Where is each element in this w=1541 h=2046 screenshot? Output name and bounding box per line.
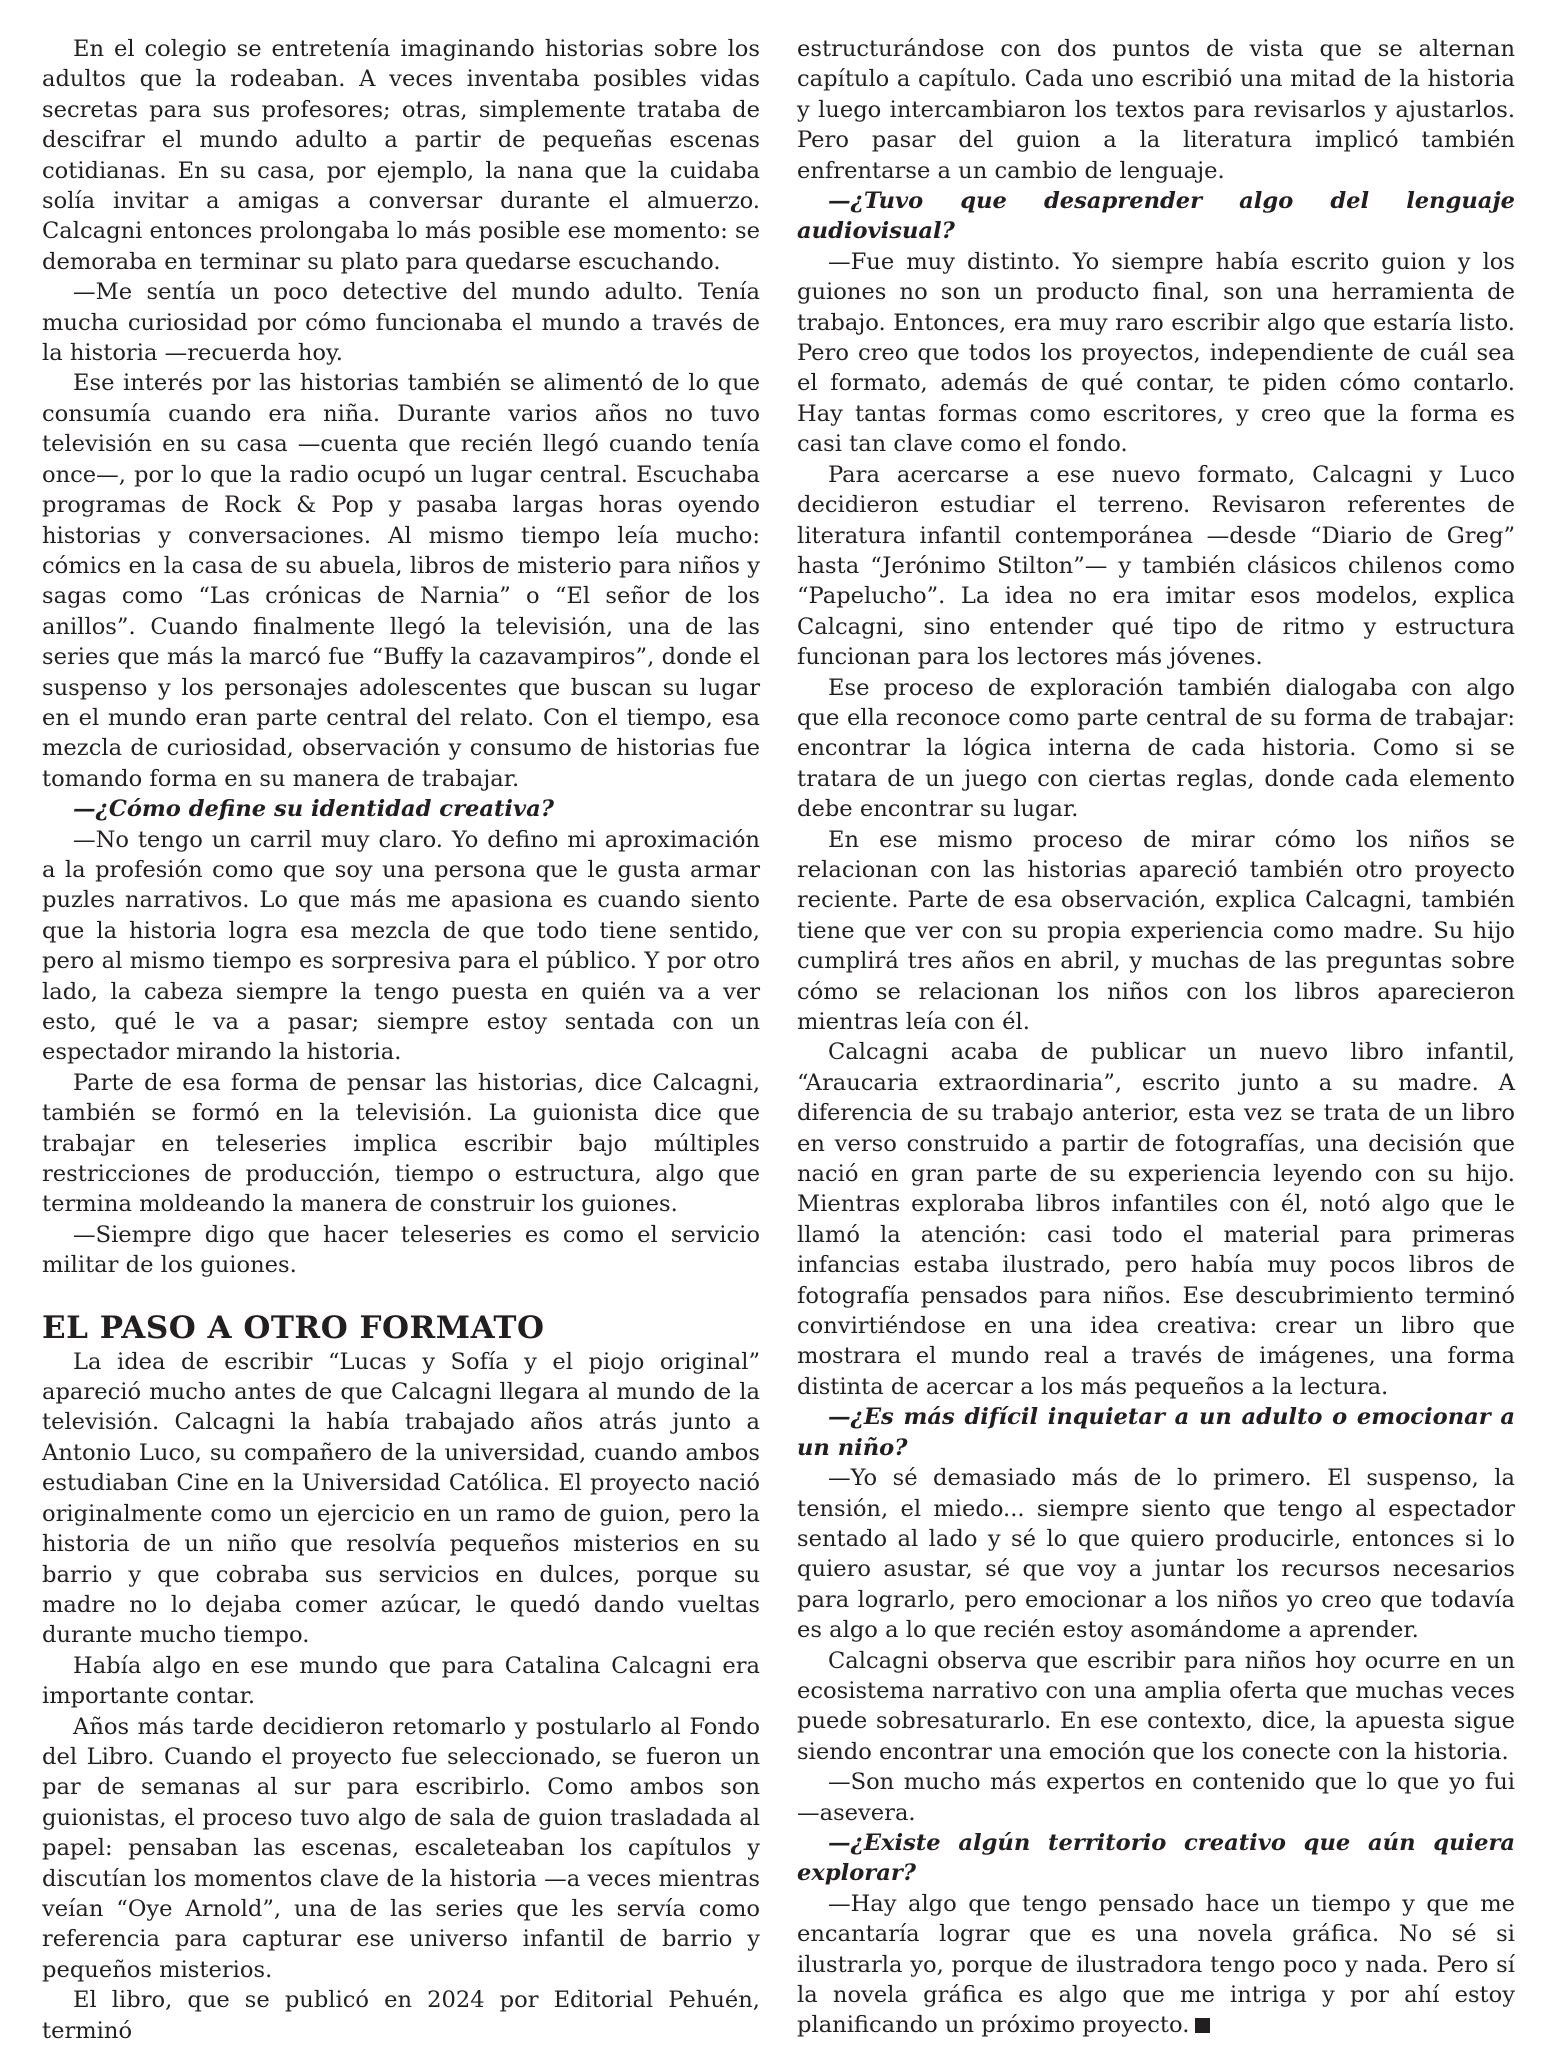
interview-question: —¿Es más difícil inquietar a un adulto o emocionar a un niño? <box>797 1404 1515 1461</box>
left-column <box>42 34 760 2046</box>
paragraph: El libro, que se publicó en 2024 por Editorial Pehuén, terminó <box>42 1987 760 2044</box>
paragraph: Años más tarde decidieron retomarlo y postularlo al Fondo del Libro. Cuando el proyecto fue seleccionado, se fueron un par de semanas al sur para escribirlo. Como ambos son guionistas, el proceso tuvo algo de sala de guion trasladada al papel: pensaban las escenas, escaleteaban los capítulos y discutían los momentos clave de la historia —a veces mientras veían “Oye Arnold”, una de las series que les servía como referencia para capturar ese universo infantil de barrio y pequeños misterios. <box>42 1713 760 1983</box>
final-paragraph <box>797 1889 1515 2041</box>
interview-question: —¿Tuvo que desaprender algo del lenguaje audiovisual? <box>797 188 1515 245</box>
paragraph: Parte de esa forma de pensar las historias, dice Calcagni, también se formó en la televisión. La guionista dice que trabajar en teleseries implica escribir bajo múltiples restricciones de producción, tiempo o estructura, algo que termina moldeando la manera de construir los guiones. <box>42 1069 760 1218</box>
paragraph: En el colegio se entretenía imaginando historias sobre los adultos que la rodeaban. A veces inventaba posibles vidas secretas para sus profesores; otras, simplemente trataba de descifrar el mundo adulto a partir de pequeñas escenas cotidianas. En su casa, por ejemplo, la nana que la cuidaba solía invitar a amigas a conversar durante el almuerzo. Calcagni entonces prolongaba lo más posible ese momento: se demoraba en terminar su plato para quedarse escuchando. <box>42 36 760 275</box>
end-mark-square-icon <box>1195 2018 1210 2033</box>
paragraph: —Son mucho más expertos en contenido que lo que yo fui —asevera. <box>797 1769 1515 1826</box>
right-column <box>797 34 1515 2041</box>
paragraph: —Me sentía un poco detective del mundo adulto. Tenía mucha curiosidad por cómo funcionaba el mundo a través de la historia —recuerda hoy. <box>42 279 760 367</box>
paragraph: La idea de escribir “Lucas y Sofía y el piojo original” apareció mucho antes de que Calcagni llegara al mundo de la televisión. Calcagni la había trabajado años atrás junto a Antonio Luco, su compañero de la universidad, cuando ambos estudiaban Cine en la Universidad Católica. El proyecto nació originalmente como un ejercicio en un ramo de guion, pero la historia de un niño que resolvía pequeños misterios en su barrio y que cobraba sus servicios en dulces, porque su madre no lo dejaba comer azúcar, le quedó dando vueltas durante mucho tiempo. <box>42 1348 760 1649</box>
paragraph: Calcagni acaba de publicar un nuevo libro infantil, “Araucaria extraordinaria”, escrito junto a su madre. A diferencia de su trabajo anterior, esta vez se trata de un libro en verso construido a partir de fotografías, una decisión que nació en gran parte de su experiencia leyendo con su hijo. Mientras exploraba libros infantiles con él, notó algo que le llamó la atención: casi todo el material para primeras infancias estaba ilustrado, pero había muy pocos libros de fotografía pensados para niños. Ese descubrimiento terminó convirtiéndose en una idea creativa: crear un libro que mostrara el mundo real a través de imágenes, una forma distinta de acercar a los más pequeños a la lectura. <box>797 1039 1515 1400</box>
paragraph-continued: estructurándose con dos puntos de vista que se alternan capítulo a capítulo. Cada uno escribió una mitad de la historia y luego intercambiaron los textos para revisarlos y ajustarlos. Pero pasar del guion a la literatura implicó también enfrentarse a un cambio de lenguaje. <box>797 36 1515 184</box>
paragraph: Ese interés por las historias también se alimentó de lo que consumía cuando era niña. Durante varios años no tuvo televisión en su casa —cuenta que recién llegó cuando tenía once—, por lo que la radio ocupó un lugar central. Escuchaba programas de Rock & Pop y pasaba largas horas oyendo historias y conversaciones. Al mismo tiempo leía mucho: cómics en la casa de su abuela, libros de misterio para niños y sagas como “Las crónicas de Narnia” o “El señor de los anillos”. Cuando finalmente llegó la televisión, una de las series que más la marcó fue “Buffy la cazavampiros”, donde el suspenso y los personajes adolescentes que buscan su lugar en el mundo eran parte central del relato. Con el tiempo, esa mezcla de curiosidad, observación y consumo de historias fue tomando forma en su manera de trabajar. <box>42 370 760 792</box>
paragraph: En ese mismo proceso de mirar cómo los niños se relacionan con las historias apareció también otro proyecto reciente. Parte de esa observación, explica Calcagni, también tiene que ver con su propia experiencia como madre. Su hijo cumplirá tres años en abril, y muchas de las preguntas sobre cómo se relacionan los niños con los libros aparecieron mientras leía con él. <box>797 826 1515 1035</box>
paragraph: Ese proceso de exploración también dialogaba con algo que ella reconoce como parte central de su forma de trabajar: encontrar la lógica interna de cada historia. Como si se tratara de un juego con ciertas reglas, donde cada elemento debe encontrar su lugar. <box>797 674 1515 823</box>
paragraph: —No tengo un carril muy claro. Yo defino mi aproximación a la profesión como que soy una persona que le gusta armar puzles narrativos. Lo que más me apasiona es cuando siento que la historia logra esa mezcla de que todo tiene sentido, pero al mismo tiempo es sorpresiva para el público. Y por otro lado, la cabeza siempre la tengo puesta en quién va a ver esto, qué le va a pasar; siempre estoy sentada con un espectador mirando la historia. <box>42 826 760 1066</box>
section-heading: EL PASO A OTRO FORMATO <box>42 1309 545 1346</box>
paragraph: Había algo en ese mundo que para Catalina Calcagni era importante contar. <box>42 1652 760 1710</box>
paragraph: Para acercarse a ese nuevo formato, Calcagni y Luco decidieron estudiar el terreno. Revisaron referentes de literatura infantil contemporánea —desde “Diario de Greg” hasta “Jerónimo Stilton”— y también clásicos chilenos como “Papelucho”. La idea no era imitar esos modelos, explica Calcagni, sino entender qué tipo de ritmo y estructura funcionan para los lectores más jóvenes. <box>797 461 1515 671</box>
paragraph-text: —Hay algo que tengo pensado hace un tiempo y que me encantaría lograr que es una novela gráfica. No sé si ilustrarla yo, porque de ilustradora tengo poco y nada. Pero sí la novela gráfica es algo que me intriga y por ahí estoy planificando un próximo proyecto. <box>797 1890 1515 2039</box>
paragraph: —Yo sé demasiado más de lo primero. El suspenso, la tensión, el miedo... siempre siento que tengo al espectador sentado al lado y sé lo que quiero producirle, entonces si lo quiero asustar, sé que voy a juntar los recursos necesarios para lograrlo, pero emocionar a los niños yo creo que todavía es algo a lo que recién estoy asomándome a aprender. <box>797 1465 1515 1644</box>
paragraph: —Siempre digo que hacer teleseries es como el servicio militar de los guiones. <box>42 1221 760 1279</box>
paragraph: —Fue muy distinto. Yo siempre había escrito guion y los guiones no son un producto final, son una herramienta de trabajo. Entonces, era muy raro escribir algo que estaría listo. Pero creo que todos los proyectos, independiente de cuál sea el formato, además de qué contar, te piden cómo contarlo. Hay tantas formas como escritores, y creo que la forma es casi tan clave como el fondo. <box>797 248 1515 458</box>
interview-question: —¿Cómo define su identidad creativa? <box>73 796 555 823</box>
interview-question: —¿Existe algún territorio creativo que aún quiera explorar? <box>797 1829 1515 1887</box>
paragraph: Calcagni observa que escribir para niños hoy ocurre en un ecosistema narrativo con una amplia oferta que muchas veces puede sobresaturarlo. En ese contexto, dice, la apuesta sigue siendo encontrar una emoción que los conecte con la historia. <box>797 1647 1515 1765</box>
